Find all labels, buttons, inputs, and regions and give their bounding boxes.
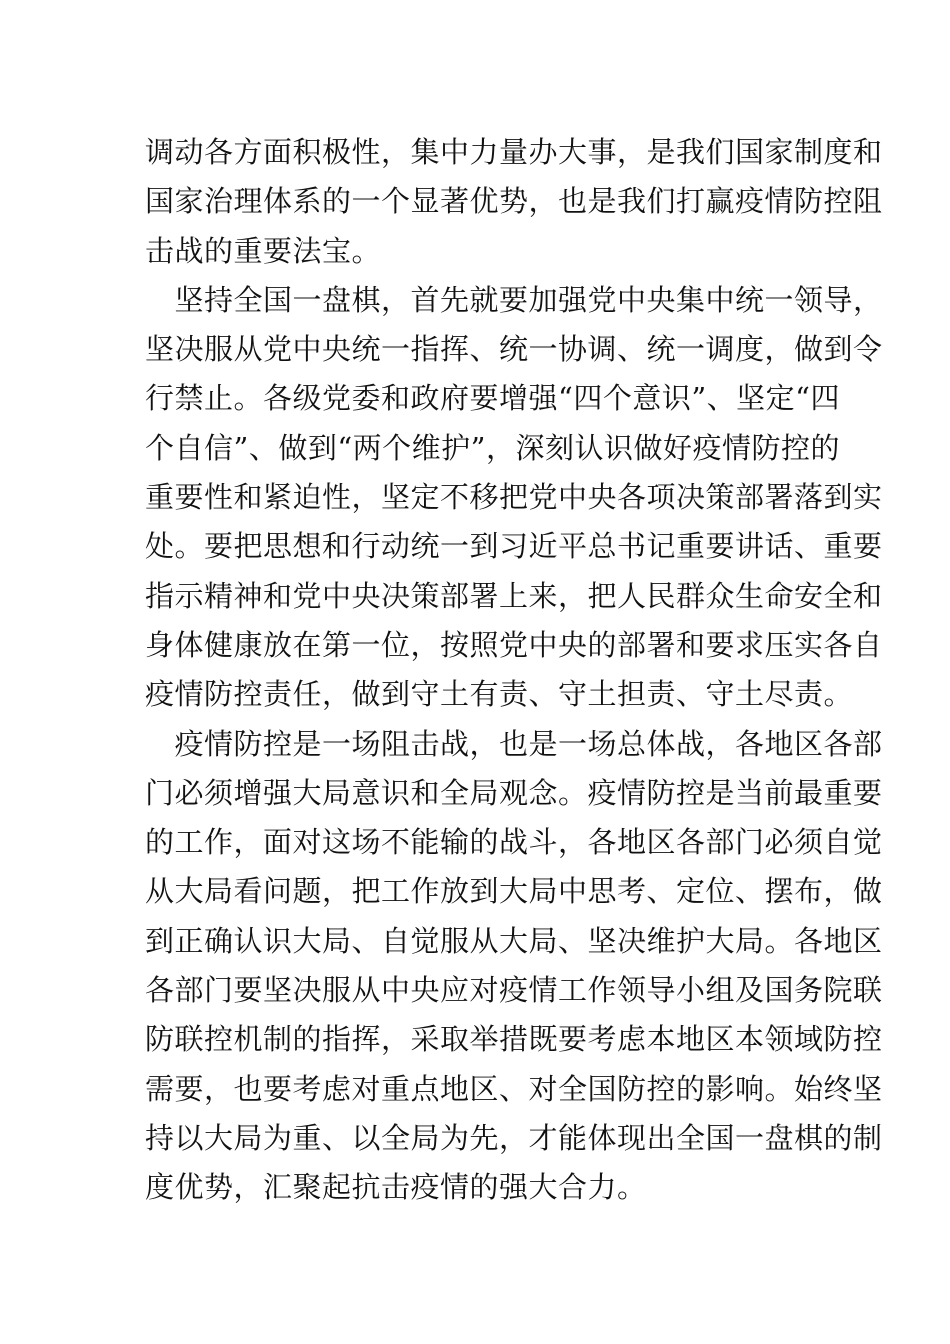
text-line: 各部门要坚决服从中央应对疫情工作领导小组及国务院联	[145, 973, 883, 1008]
text-line: 行禁止。各级党委和政府要增强“四个意识”、坚定“四	[145, 381, 840, 416]
body-text	[145, 128, 883, 1213]
text-line: 度优势，汇聚起抗击疫情的强大合力。	[145, 1170, 647, 1205]
text-line: 身体健康放在第一位，按照党中央的部署和要求压实各自	[145, 627, 883, 662]
text-line: 防联控机制的指挥，采取举措既要考虑本地区本领域防控	[145, 1022, 883, 1057]
text-line: 处。要把思想和行动统一到习近平总书记重要讲话、重要	[145, 529, 883, 564]
text-line: 到正确认识大局、自觉服从大局、坚决维护大局。各地区	[145, 923, 883, 958]
text-line: 坚决服从党中央统一指挥、统一协调、统一调度，做到令	[145, 332, 883, 367]
text-line: 需要，也要考虑对重点地区、对全国防控的影响。始终坚	[145, 1071, 883, 1106]
text-line: 调动各方面积极性，集中力量办大事，是我们国家制度和	[145, 135, 883, 169]
text-line: 国家治理体系的一个显著优势，也是我们打赢疫情防控阻	[145, 184, 883, 219]
text-line: 门必须增强大局意识和全局观念。疫情防控是当前最重要	[145, 775, 883, 810]
text-line: 疫情防控责任，做到守土有责、守土担责、守土尽责。	[145, 677, 854, 712]
text-line: 击战的重要法宝。	[145, 233, 382, 268]
text-line: 从大局看问题，把工作放到大局中思考、定位、摆布，做	[145, 874, 883, 909]
text-line: 坚持全国一盘棋，首先就要加强党中央集中统一领导，	[145, 282, 883, 317]
text-line: 疫情防控是一场阻击战，也是一场总体战，各地区各部	[145, 726, 883, 761]
text-line: 重要性和紧迫性，坚定不移把党中央各项决策部署落到实	[145, 480, 883, 515]
text-line: 持以大局为重、以全局为先，才能体现出全国一盘棋的制	[145, 1120, 883, 1155]
text-line: 个自信”、做到“两个维护”，深刻认识做好疫情防控的	[145, 430, 840, 465]
text-line: 的工作，面对这场不能输的战斗，各地区各部门必须自觉	[145, 825, 883, 860]
text-line: 指示精神和党中央决策部署上来，把人民群众生命安全和	[145, 578, 883, 613]
